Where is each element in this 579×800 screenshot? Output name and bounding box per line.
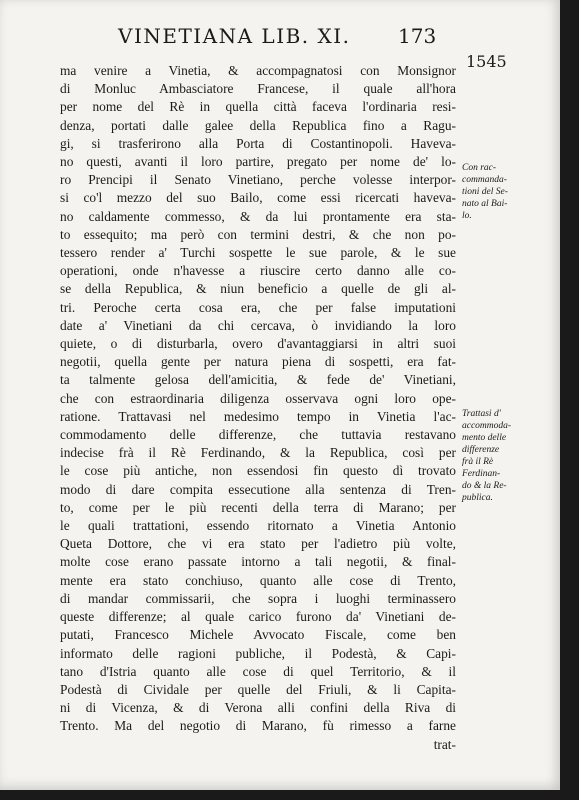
margin-note-line: differenze — [462, 445, 500, 455]
text-line: to, come per le più recenti della terra di Marano; per — [60, 499, 456, 515]
text-line: putati, Francesco Michele Avvocato Fiscale, come ben — [60, 627, 456, 643]
text-line: operationi, onde n'havesse a riuscire certo danno alle co- — [60, 263, 456, 279]
page-number: 173 — [398, 24, 437, 48]
text-line: ni di Vicenza, & di Verona alli confini della Riva di — [60, 700, 456, 716]
margin-note-line: Con rac- — [462, 163, 497, 173]
text-line: indecise frà il Rè Ferdinando, & la Republica, così per — [60, 445, 456, 461]
margin-note-line: frà il Rè — [462, 457, 494, 467]
text-line: Queta Dottore, che vi era stato per l'adietro più volte, — [60, 536, 456, 552]
text-line: to essequito; ma però con termini destri, & che non po- — [60, 226, 456, 242]
text-line: se della Republica, & niun beneficio a quelle de gli al- — [60, 281, 456, 297]
text-line: tri. Peroche certa cosa era, che per false imputationi — [60, 299, 456, 315]
margin-note-line: publica. — [462, 493, 493, 503]
margin-note-ferdinando — [462, 408, 524, 504]
margin-note-line: accommoda- — [462, 421, 512, 431]
text-line: mente era stato conchiuso, quanto alle cose di Trento, — [60, 572, 456, 588]
text-line: Podestà di Cividale per quelle del Friuli, & li Capita- — [60, 681, 456, 697]
text-line: ratione. Trattavasi nel medesimo tempo in Vinetia l'ac- — [60, 408, 456, 424]
margin-note-line: tioni del Se- — [462, 187, 508, 197]
text-line: quiete, o di disturbarla, overo d'avantaggiarsi in altri suoi — [60, 336, 456, 352]
text-line: modo di dare compita essecutione alla sentenza di Tren- — [60, 481, 456, 497]
text-line: date a' Vinetiani da chi cercava, ò invidiando la loro — [60, 317, 456, 333]
text-line: tano d'Istria quanto alle cose di quel Territorio, & il — [60, 663, 456, 679]
body-text — [60, 62, 456, 754]
margin-note-line: mento delle — [462, 433, 507, 443]
text-line: che con estraordinaria diligenza osservava ogni loro ope- — [60, 390, 456, 406]
text-line: ta talmente gelosa dell'amicitia, & fede de' Vinetiani, — [60, 372, 456, 388]
margin-year: 1545 — [466, 52, 507, 71]
text-line: le cose più antiche, non essendosi fin questo dì trovato — [60, 463, 456, 479]
text-line: no questi, avanti il loro partire, pregato per nome de' lo- — [60, 154, 456, 170]
margin-note-line: do & la Re- — [462, 481, 507, 491]
text-line: ma venire a Vinetia, & accompagnatosi con Monsignor — [60, 63, 456, 78]
text-line: negotii, quella gente per natura piena di sospetti, era fat- — [60, 354, 456, 370]
text-line: le quali trattationi, essendo ritornato a Vinetia Antonio — [60, 518, 456, 534]
text-line: informato delle ragioni publiche, il Podestà, & Capi- — [60, 645, 456, 661]
text-line: trat- — [433, 736, 456, 752]
margin-note-line: Trattasi d' — [462, 409, 501, 419]
margin-note-bailo — [462, 162, 524, 222]
text-line: denza, portati dalle galee della Republica fino a Ragu- — [60, 117, 456, 133]
margin-note-line: lo. — [462, 211, 472, 221]
text-line: ro Prencipi il Senato Vinetiano, perche volesse interpor- — [60, 172, 456, 188]
text-line: Trento. Ma del negotio di Marano, fù rimesso a farne — [60, 718, 456, 734]
text-line: tessero render a' Turchi sospette le sue parole, & le sue — [60, 245, 456, 261]
margin-note-line: commanda- — [462, 175, 507, 185]
text-line: commodamento delle differenze, che tuttavia restavano — [60, 427, 456, 443]
text-line: per nome del Rè in quella città faceva l'ordinaria resi- — [60, 99, 456, 115]
text-line: di Monluc Ambasciatore Francese, il quale all'hora — [60, 81, 456, 97]
margin-note-line: nato al Bai- — [462, 199, 508, 209]
text-line: gi, si trasferirono alla Porta di Costantinopoli. Haveva- — [60, 135, 456, 151]
text-line: no caldamente commesso, & da lui prontamente era sta- — [60, 208, 456, 224]
margin-note-line: Ferdinan- — [462, 469, 501, 479]
running-title: VINETIANA LIB. XI. — [118, 24, 351, 48]
text-line: si co'l mezzo del suo Bailo, come essi ricercati haveva- — [60, 190, 456, 206]
text-line: di mandar commissarii, che sopra i luoghi terminassero — [60, 590, 456, 606]
text-line: queste differenze; al quale carico furono da' Vinetiani de- — [60, 609, 456, 625]
text-line: molte cose erano passate intorno a tali negotii, & final- — [60, 554, 456, 570]
